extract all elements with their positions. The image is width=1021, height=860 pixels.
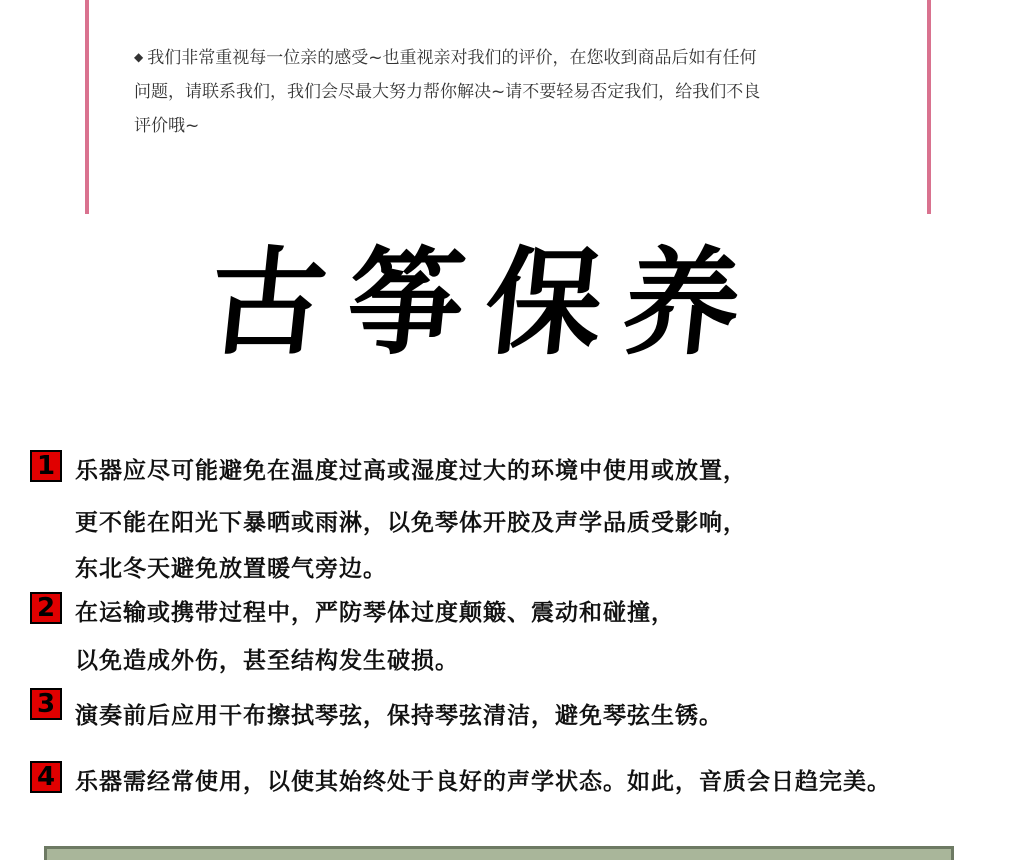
care-item-line: 演奏前后应用干布擦拭琴弦，保持琴弦清洁，避免琴弦生锈。 (75, 703, 723, 729)
notice-line: ◆ 我们非常重视每一位亲的感受~也重视亲对我们的评价，在您收到商品后如有任何 (134, 48, 757, 68)
notice-text (134, 40, 894, 143)
diamond-bullet-icon: ◆ (134, 50, 144, 64)
care-item-line: 乐器应尽可能避免在温度过高或湿度过大的环境中使用或放置， (75, 458, 747, 484)
number-badge-2: 2 (30, 592, 62, 624)
care-item-line: 东北冬天避免放置暖气旁边。 (75, 556, 387, 582)
image-frame-edge (44, 846, 954, 860)
page-title: 古筝保养 (202, 235, 770, 371)
number-badge-4: 4 (30, 761, 62, 793)
number-badge-3: 3 (30, 688, 62, 720)
care-item-line: 更不能在阳光下暴晒或雨淋，以免琴体开胶及声学品质受影响， (75, 510, 747, 536)
care-item-line: 乐器需经常使用，以使其始终处于良好的声学状态。如此，音质会日趋完美。 (75, 769, 891, 795)
care-item-line: 以免造成外伤，甚至结构发生破损。 (75, 648, 459, 674)
care-item-line: 在运输或携带过程中，严防琴体过度颠簸、震动和碰撞， (75, 600, 675, 626)
notice-line: 问题，请联系我们，我们会尽最大努力帮你解决~请不要轻易否定我们，给我们不良 (134, 82, 761, 102)
notice-box (85, 0, 931, 214)
notice-line: 评价哦~ (134, 116, 200, 136)
number-badge-1: 1 (30, 450, 62, 482)
